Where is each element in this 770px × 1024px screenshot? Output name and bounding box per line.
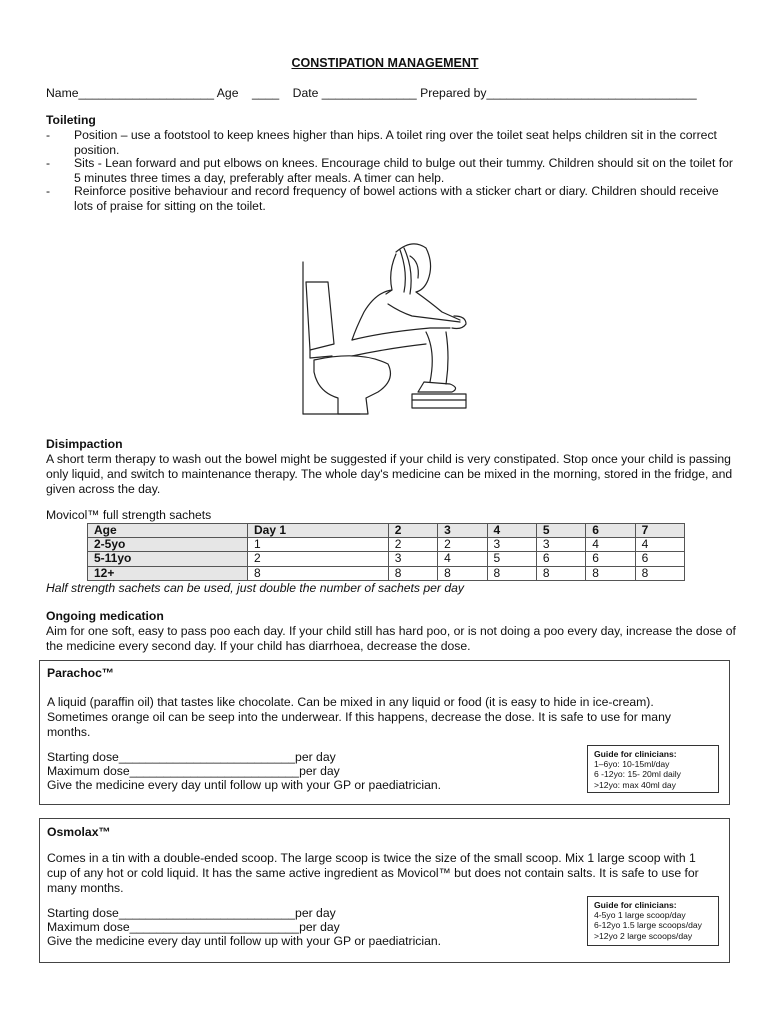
bullet-dash: - [46, 184, 51, 198]
table-cell: 1 [248, 538, 389, 552]
toileting-bullet-1 [46, 128, 736, 158]
bullet-dash: - [46, 156, 51, 170]
row-label: 5-11yo [88, 552, 248, 566]
table-row [88, 538, 685, 552]
bullet-text: Reinforce positive behaviour and record frequency of bowel actions with a sticker chart or diary. Children should receive lots of praise for sitting on the toilet. [74, 184, 719, 213]
osmolax-box [39, 818, 730, 963]
toileting-bullet-3 [46, 184, 736, 214]
row-label: 12+ [88, 566, 248, 580]
ongoing-text: Aim for one soft, easy to pass poo each day. If your child still has hard poo, or is not doing a poo every day, increase the dose of the medicine every second day. If your child has diarrhoea, decrease the dose. [46, 624, 736, 653]
table-cell: 6 [586, 552, 635, 566]
osmolax-clinician-guide [587, 896, 719, 946]
guide-line: >12yo: max 40ml day [594, 779, 676, 790]
parachoc-maximum-dose: Maximum dose_________________________per day [47, 764, 340, 778]
toilet-sitting-illustration [300, 232, 500, 418]
table-cell: 2 [248, 552, 389, 566]
column-header: 7 [635, 524, 684, 538]
row-label: 2-5yo [88, 538, 248, 552]
column-header: Day 1 [248, 524, 389, 538]
toileting-heading: Toileting [46, 113, 96, 127]
table-header-row [88, 524, 685, 538]
osmolax-maximum-dose: Maximum dose_________________________per day [47, 920, 340, 934]
guide-line: 6 -12yo: 15- 20ml daily [594, 769, 681, 780]
bullet-dash: - [46, 128, 51, 142]
parachoc-heading: Parachoc™ [47, 666, 115, 680]
disimpaction-text: A short term therapy to wash out the bowel might be suggested if your child is very constipated. Stop once your child is passing only liquid, and switch to maintenance therapy. The whole day's medicine can be mixed in the morning, stored in the fridge, and given across the day. [46, 452, 733, 496]
table-cell: 2 [438, 538, 487, 552]
bullet-text: Sits - Lean forward and put elbows on knees. Encourage child to bulge out their tummy. Children should sit on the toilet for 5 minutes three times a day, preferably after meals. A timer can help. [74, 156, 733, 185]
osmolax-heading: Osmolax™ [47, 825, 111, 839]
guide-title: Guide for clinicians: [594, 749, 677, 759]
parachoc-text: A liquid (paraffin oil) that tastes like chocolate. Can be mixed in any liquid or food (it is easy to hide in ice-cream). Sometimes orange oil can be seep into the underwear. If this happens, decrease the dose. It is safe to use for many months. [47, 695, 671, 739]
table-cell: 8 [635, 566, 684, 580]
column-header: 3 [438, 524, 487, 538]
osmolax-text: Comes in a tin with a double-ended scoop. The large scoop is twice the size of the small scoop. Mix 1 large scoop with 1 cup of any hot or cold liquid. It has the same active ingredient as Movicol™ but does not contain salts. It is safe to use for many months. [47, 851, 699, 895]
table-cell: 3 [487, 538, 536, 552]
table-cell: 6 [635, 552, 684, 566]
movicol-label: Movicol™ full strength sachets [46, 508, 212, 522]
disimpaction-heading: Disimpaction [46, 437, 123, 451]
column-header: 6 [586, 524, 635, 538]
parachoc-starting-dose: Starting dose__________________________per day [47, 750, 336, 764]
guide-line: >12yo 2 large scoops/day [594, 930, 693, 941]
page-title: CONSTIPATION MANAGEMENT [291, 56, 479, 70]
table-cell: 4 [586, 538, 635, 552]
column-header: 5 [536, 524, 585, 538]
guide-line: 1–6yo: 10-15ml/day [594, 759, 670, 770]
guide-line: 6-12yo 1.5 large scoops/day [594, 920, 702, 931]
table-cell: 8 [388, 566, 437, 580]
table-cell: 8 [536, 566, 585, 580]
table-cell: 4 [438, 552, 487, 566]
table-cell: 8 [248, 566, 389, 580]
table-cell: 8 [586, 566, 635, 580]
column-header: 2 [388, 524, 437, 538]
table-cell: 5 [487, 552, 536, 566]
table-cell: 3 [536, 538, 585, 552]
table-cell: 8 [487, 566, 536, 580]
table-cell: 6 [536, 552, 585, 566]
toileting-bullet-2 [46, 156, 736, 186]
half-strength-note: Half strength sachets can be used, just double the number of sachets per day [46, 581, 465, 595]
osmolax-starting-dose: Starting dose__________________________per day [47, 906, 336, 920]
column-header: Age [88, 524, 248, 538]
table-cell: 2 [388, 538, 437, 552]
parachoc-give-instruction: Give the medicine every day until follow up with your GP or paediatrician. [47, 778, 442, 792]
movicol-dose-table [87, 523, 685, 581]
table-row [88, 566, 685, 580]
table-cell: 8 [438, 566, 487, 580]
patient-details-line: Name____________________ Age ____ Date ______________ Prepared by_______________________________ [46, 86, 697, 100]
table-row [88, 552, 685, 566]
ongoing-heading: Ongoing medication [46, 609, 164, 623]
osmolax-give-instruction: Give the medicine every day until follow up with your GP or paediatrician. [47, 934, 442, 948]
table-cell: 3 [388, 552, 437, 566]
guide-title: Guide for clinicians: [594, 900, 677, 910]
parachoc-box [39, 660, 730, 805]
bullet-text: Position – use a footstool to keep knees higher than hips. A toilet ring over the toilet seat helps children sit in the correct position. [74, 128, 717, 157]
table-cell: 4 [635, 538, 684, 552]
guide-line: 4-5yo 1 large scoop/day [594, 910, 686, 921]
parachoc-clinician-guide [587, 745, 719, 793]
column-header: 4 [487, 524, 536, 538]
